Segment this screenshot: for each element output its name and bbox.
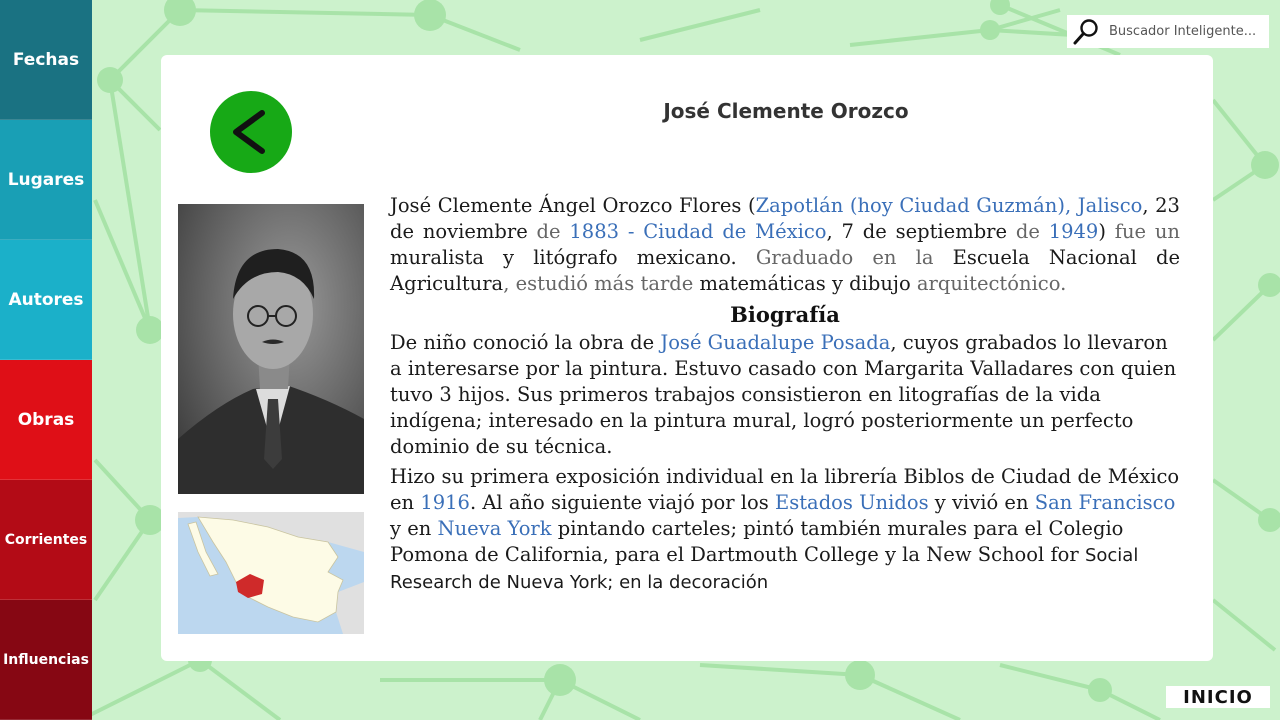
sidebar-item-label: Corrientes xyxy=(4,531,88,548)
link-1949[interactable]: 1949 xyxy=(1048,220,1099,243)
text-run: matemáticas y dibujo xyxy=(693,272,917,295)
sidebar-item-lugares[interactable] xyxy=(0,120,92,240)
text-run: y vivió en xyxy=(928,491,1035,514)
sidebar-item-autores[interactable] xyxy=(0,240,92,360)
magnifier-icon[interactable] xyxy=(1071,17,1101,47)
link-jose-guadalupe-posada[interactable]: José Guadalupe Posada xyxy=(660,331,891,354)
text-run: pintando carteles; pintó también murales para el Colegio Pomona de California, para el Dartmouth College y la New School for xyxy=(390,517,1124,566)
text-run: , cuyos grabados lo llevaron a interesarse por la pintura. Estuvo casado con Margarita Valladares con quien tuvo 3 hijos. Sus primeros trabajos consistieron en litografías de la vida indígena; interesado en la pintura mural, logró posteriormente un perfecto dominio de su técnica. xyxy=(390,331,1177,458)
text-run: ) xyxy=(1098,220,1115,243)
biography-paragraph-1 xyxy=(390,330,1180,460)
sidebar-item-label: Lugares xyxy=(7,169,85,190)
sidebar-item-obras[interactable] xyxy=(0,360,92,480)
text-run: - xyxy=(619,220,644,243)
text-run: , 7 de septiembre xyxy=(826,220,1016,243)
intro-paragraph xyxy=(390,193,1180,297)
sidebar-item-corrientes[interactable] xyxy=(0,480,92,600)
biography-paragraph-2 xyxy=(390,464,1180,596)
link-birthplace[interactable]: Zapotlán (hoy Ciudad Guzmán) xyxy=(755,194,1065,217)
home-button[interactable]: INICIO xyxy=(1166,686,1270,708)
text-run: Social Research de Nueva York; en la decoración xyxy=(390,545,1139,593)
map-mexico-jalisco xyxy=(178,512,364,634)
link-estados-unidos[interactable]: Estados Unidos xyxy=(774,491,929,514)
link-nueva-york[interactable]: Nueva York xyxy=(437,517,552,540)
section-heading-biografia: Biografía xyxy=(730,302,840,327)
text-run: Escuela Nacional de Agricultura xyxy=(390,246,1181,295)
sidebar-item-label: Fechas xyxy=(12,49,80,70)
search-box xyxy=(1067,15,1269,48)
chevron-left-icon xyxy=(210,91,292,173)
text-run: muralista y litógrafo mexicano. xyxy=(390,246,756,269)
text-run: , xyxy=(1064,194,1078,217)
text-run: De niño conoció la obra de xyxy=(390,331,661,354)
biography-text xyxy=(390,193,1180,596)
page-title: José Clemente Orozco xyxy=(663,99,909,123)
search-input[interactable] xyxy=(1109,24,1259,39)
content-card xyxy=(161,55,1213,661)
sidebar-item-fechas[interactable] xyxy=(0,0,92,120)
back-button[interactable] xyxy=(210,91,292,173)
text-run: fue un xyxy=(1114,220,1180,243)
text-run: José Clemente Ángel Orozco Flores ( xyxy=(390,194,756,217)
sidebar-item-label: Autores xyxy=(8,289,84,310)
sidebar-item-label: Obras xyxy=(17,409,75,430)
text-run: , estudió más tarde xyxy=(503,272,694,295)
portrait-photo xyxy=(178,204,364,494)
text-run: arquitectónico. xyxy=(916,272,1067,295)
sidebar-item-label: Influencias xyxy=(3,651,89,668)
link-1916[interactable]: 1916 xyxy=(420,491,470,514)
link-ciudad-de-mexico[interactable]: Ciudad de México xyxy=(643,220,827,243)
text-run: de xyxy=(536,220,561,243)
link-1883[interactable]: 1883 xyxy=(569,220,620,243)
sidebar xyxy=(0,0,92,720)
sidebar-item-influencias[interactable] xyxy=(0,600,92,720)
link-san-francisco[interactable]: San Francisco xyxy=(1034,491,1176,514)
text-run: , 23 de noviembre xyxy=(390,194,1180,243)
text-run: Graduado en la xyxy=(755,246,934,269)
text-run: de xyxy=(1015,220,1040,243)
text-run: . Al año siguiente viajó por los xyxy=(469,491,775,514)
text-run: Hizo su primera exposición individual en la librería Biblos de Ciudad de México en xyxy=(390,465,1180,514)
link-jalisco[interactable]: Jalisco xyxy=(1077,194,1143,217)
text-run: y en xyxy=(390,517,438,540)
